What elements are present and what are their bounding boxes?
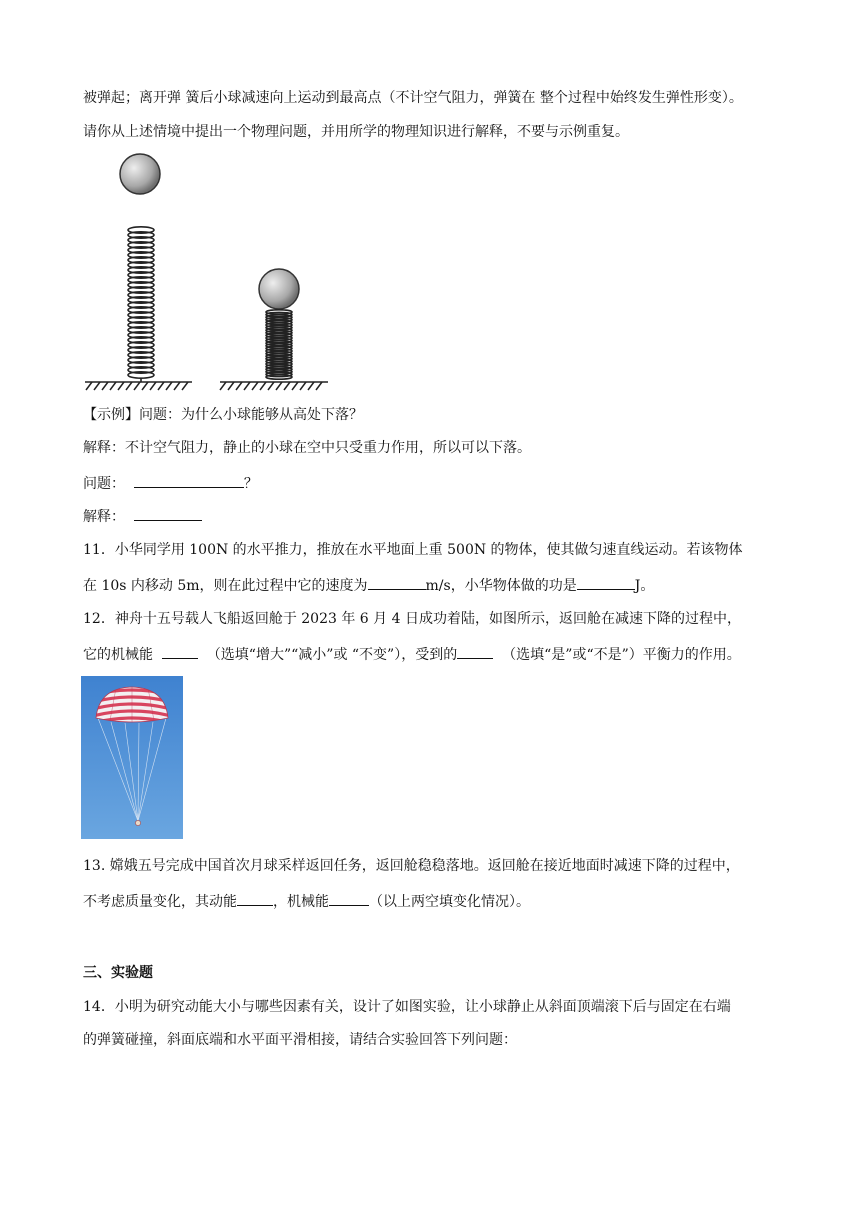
q12-line2: 它的机械能 （选填“增大”“减小”或 “不变”），受到的 （选填“是”或“不是”）平衡力的作用。	[83, 643, 741, 665]
spring-ball-figure	[80, 150, 340, 395]
problem-text-line2: 请你从上述情境中提出一个物理问题，并用所学的物理知识进行解释，不要与示例重复。	[83, 124, 629, 140]
balanced-force-blank[interactable]	[457, 643, 493, 659]
answer-explanation-row: 解释：	[83, 505, 202, 527]
q11-line2: 在 10s 内移动 5m，则在此过程中它的速度为 m/s，小华物体做的功是 J。	[83, 574, 654, 596]
answer-question-row: 问题： ？	[83, 472, 258, 494]
q14-line2: 的弹簧碰撞，斜面底端和水平面平滑相接，请结合实验回答下列问题：	[83, 1032, 517, 1048]
example-question: 【示例】问题：为什么小球能够从高处下落？	[83, 407, 363, 423]
problem-text-line1: 被弹起；离开弹 簧后小球减速向上运动到最高点（不计空气阻力，弹簧在 整个过程中始终发生弹性形变）。	[83, 90, 743, 106]
work-blank[interactable]	[577, 574, 635, 590]
example-explanation: 解释：不计空气阻力，静止的小球在空中只受重力作用，所以可以下落。	[83, 440, 531, 456]
explanation-blank[interactable]	[134, 505, 202, 521]
q13-line1: 13. 嫦娥五号完成中国首次月球采样返回任务，返回舱稳稳落地。返回舱在接近地面时减速下降的过程中，	[83, 858, 740, 874]
mechanical-energy-blank-2[interactable]	[329, 890, 369, 906]
ground-right	[220, 382, 328, 390]
mechanical-energy-blank[interactable]	[162, 643, 198, 659]
kinetic-energy-blank[interactable]	[237, 890, 273, 906]
speed-blank[interactable]	[368, 574, 426, 590]
spring-compressed	[266, 310, 292, 379]
spring-uncompressed	[128, 227, 154, 382]
q12-line1: 12．神舟十五号载人飞船返回舱于 2023 年 6 月 4 日成功着陆，如图所示，返回舱在减速下降的过程中，	[83, 611, 741, 627]
question-blank[interactable]	[134, 472, 244, 488]
ball-high	[120, 154, 160, 194]
ground-left	[85, 382, 192, 390]
section-heading: 三、实验题	[83, 965, 153, 981]
q11-line1: 11．小华同学用 100N 的水平推力，推放在水平地面上重 500N 的物体，使其做匀速直线运动。若该物体	[83, 542, 743, 558]
q13-line2: 不考虑质量变化，其动能 ，机械能 （以上两空填变化情况）。	[83, 890, 530, 912]
ball-on-spring	[259, 269, 299, 309]
parachute-photo	[81, 676, 183, 839]
q14-line1: 14．小明为研究动能大小与哪些因素有关，设计了如图实验，让小球静止从斜面顶端滚下后与固定在右端	[83, 999, 731, 1015]
